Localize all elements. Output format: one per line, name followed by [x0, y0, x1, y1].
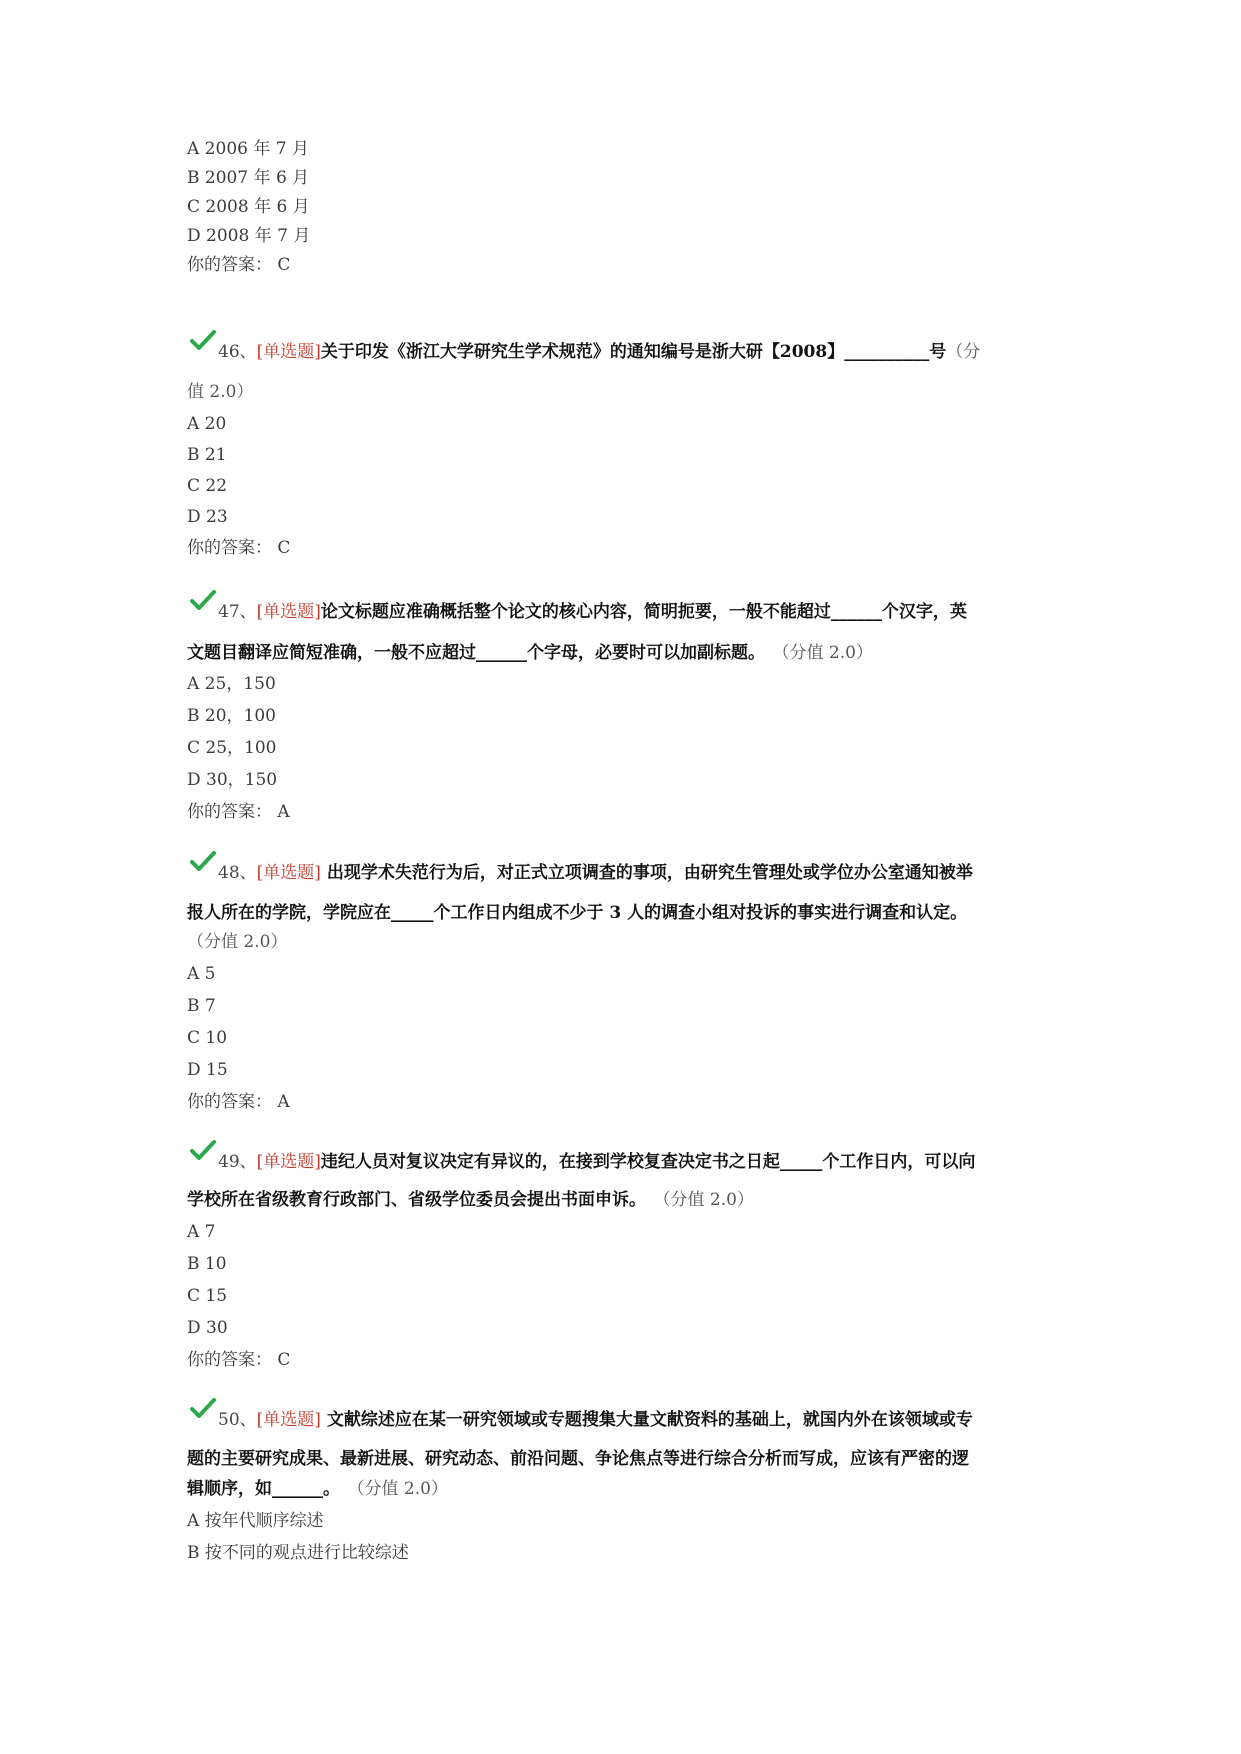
question-number: 48、: [218, 863, 257, 883]
option: D 23: [187, 507, 228, 527]
question-text-line: 报人所在的学院，学院应在_____个工作日内组成不少于 3 人的调查小组对投诉的事实进行调查和认定。: [187, 903, 968, 923]
question-score: （分值 2.0）: [781, 643, 873, 663]
option: B 21: [187, 445, 227, 465]
option: A 20: [187, 414, 227, 434]
question-number: 49、: [218, 1152, 257, 1172]
question-text-line: 值 2.0）: [187, 382, 254, 402]
question-type: [单选题]: [256, 1152, 321, 1172]
your-answer: 你的答案： A: [187, 1092, 290, 1112]
question-text-line: [187, 1477, 448, 1501]
your-answer: 你的答案： C: [187, 538, 291, 558]
question-text-line: [187, 1188, 754, 1212]
question-score: （分: [946, 342, 981, 362]
checkmark-icon: [190, 1140, 216, 1160]
question-header: [218, 861, 973, 885]
checkmark-icon: [190, 590, 216, 610]
question-text: 论文标题应准确概括整个论文的核心内容，简明扼要，一般不能超过______个汉字，英: [320, 602, 967, 622]
option: B 20，100: [187, 706, 276, 726]
option: B 10: [187, 1254, 227, 1274]
question-type: [单选题]: [256, 863, 321, 883]
question-number: 46、: [218, 342, 257, 362]
question-text: 关于印发《浙江大学研究生学术规范》的通知编号是浙大研【2008】__________号: [320, 342, 947, 362]
question-text-line: 题的主要研究成果、最新进展、研究动态、前沿问题、争论焦点等进行综合分析而写成，应该有严密的逻: [187, 1449, 969, 1469]
question-header: [218, 1150, 975, 1174]
option: C 25，100: [187, 738, 277, 758]
option: D 15: [187, 1060, 228, 1080]
option: C 10: [187, 1028, 228, 1048]
question-score: （分值 2.0）: [662, 1190, 754, 1210]
checkmark-icon: [190, 851, 216, 871]
question-text: 学校所在省级教育行政部门、省级学位委员会提出书面申诉。: [187, 1190, 646, 1210]
option: A 7: [187, 1222, 216, 1242]
question-text: 文献综述应在某一研究领域或专题搜集大量文献资料的基础上，就国内外在该领域或专: [320, 1410, 973, 1430]
option: A 按年代顺序综述: [187, 1511, 324, 1531]
checkmark-icon: [190, 330, 216, 350]
option: D 30，150: [187, 770, 278, 790]
question-header: [218, 1408, 973, 1432]
option: D 30: [187, 1318, 228, 1338]
question-type: [单选题]: [256, 602, 321, 622]
question-text: 违纪人员对复议决定有异议的，在接到学校复查决定书之日起_____个工作日内，可以向: [320, 1152, 976, 1172]
checkmark-icon: [190, 1398, 216, 1418]
question-text: 辑顺序，如______。: [187, 1479, 340, 1499]
question-number: 50、: [218, 1410, 257, 1430]
question-type: [单选题]: [256, 342, 321, 362]
question-header: [218, 340, 980, 364]
option: B 7: [187, 996, 216, 1016]
question-type: [单选题]: [256, 1410, 321, 1430]
question-score: （分值 2.0）: [356, 1479, 448, 1499]
option: C 2008 年 6 月: [187, 197, 310, 217]
question-header: [218, 600, 967, 624]
your-answer: 你的答案： A: [187, 802, 290, 822]
option: C 15: [187, 1286, 228, 1306]
option: C 22: [187, 476, 228, 496]
your-answer: 你的答案： C: [187, 255, 291, 275]
option: B 2007 年 6 月: [187, 168, 310, 188]
option: A 5: [187, 964, 216, 984]
option: A 25，150: [187, 674, 276, 694]
question-score: （分值 2.0）: [187, 932, 288, 952]
question-text: 文题目翻译应简短准确，一般不应超过______个字母，必要时可以加副标题。: [187, 643, 765, 663]
question-text: 出现学术失范行为后，对正式立项调查的事项，由研究生管理处或学位办公室通知被举: [320, 863, 973, 883]
option: D 2008 年 7 月: [187, 226, 311, 246]
question-number: 47、: [218, 602, 257, 622]
option: B 按不同的观点进行比较综述: [187, 1543, 409, 1563]
your-answer: 你的答案： C: [187, 1350, 291, 1370]
option: A 2006 年 7 月: [187, 139, 309, 159]
question-text-line: [187, 641, 873, 665]
